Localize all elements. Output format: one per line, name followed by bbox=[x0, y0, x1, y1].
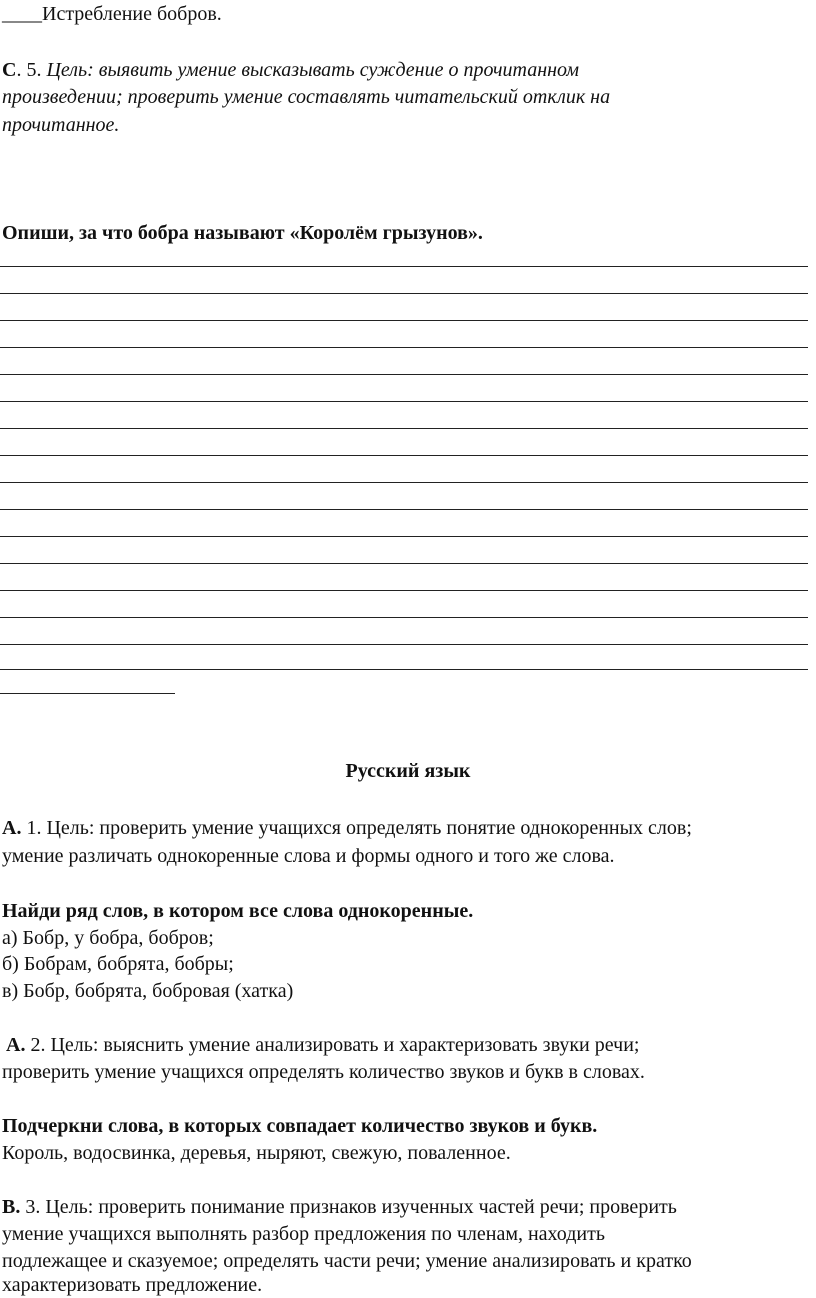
task-b3-goal-line-3: подлежащее и сказуемое; определять части речи; умение анализировать и кратко bbox=[2, 1250, 692, 1272]
task-a2-words: Король, водосвинка, деревья, ныряют, свежую, поваленное. bbox=[2, 1142, 511, 1164]
task-c5-goal-text-1: Цель: выявить умение высказывать суждение о прочитанном bbox=[46, 59, 580, 81]
answer-line-short bbox=[0, 693, 175, 694]
answer-line bbox=[0, 617, 808, 618]
answer-line bbox=[0, 536, 808, 537]
task-b3-goal-line-4: характеризовать предложение. bbox=[2, 1274, 263, 1296]
answer-line bbox=[0, 266, 808, 267]
task-c5-goal-line-1 bbox=[2, 57, 579, 83]
answer-line bbox=[0, 644, 808, 645]
task-a1-goal-line-1 bbox=[2, 815, 692, 841]
task-c5-label: С bbox=[2, 59, 17, 81]
section-title: Русский язык bbox=[345, 760, 471, 782]
task-b3-goal-line-2: умение учащихся выполнять разбор предложения по членам, находить bbox=[2, 1223, 605, 1245]
answer-line bbox=[0, 482, 808, 483]
answer-line bbox=[0, 347, 808, 348]
task-a1-goal-line-2: умение различать однокоренные слова и формы одного и того же слова. bbox=[2, 845, 615, 867]
task-a1-goal-text-1: 1. Цель: проверить умение учащихся определять понятие однокоренных слов; bbox=[21, 817, 692, 839]
answer-line bbox=[0, 455, 808, 456]
answer-line bbox=[0, 374, 808, 375]
task-a1-option-b: б) Бобрам, бобрята, бобры; bbox=[2, 953, 234, 975]
answer-line bbox=[0, 428, 808, 429]
task-b3-goal-text-1: 3. Цель: проверить понимание признаков изученных частей речи; проверить bbox=[20, 1196, 677, 1218]
task-a1-option-c: в) Бобр, бобрята, бобровая (хатка) bbox=[2, 980, 294, 1002]
task-b3-label: В. bbox=[2, 1196, 21, 1218]
task-b3-goal-line-1 bbox=[2, 1194, 677, 1220]
topic-line bbox=[2, 1, 222, 27]
task-c5-question: Опиши, за что бобра называют «Королём грызунов». bbox=[2, 222, 483, 244]
answer-line bbox=[0, 509, 808, 510]
task-a2-label: А. bbox=[6, 1034, 26, 1056]
task-a1-label: А. bbox=[2, 817, 22, 839]
task-c5-goal-line-3: прочитанное. bbox=[2, 114, 120, 136]
task-a1-option-a: а) Бобр, у бобра, бобров; bbox=[2, 927, 214, 949]
answer-line bbox=[0, 320, 808, 321]
task-a2-goal-line-1 bbox=[6, 1032, 639, 1058]
answer-line bbox=[0, 563, 808, 564]
task-a2-goal-line-2: проверить умение учащихся определять количество звуков и букв в словах. bbox=[2, 1061, 645, 1083]
answer-line bbox=[0, 590, 808, 591]
task-a2-prompt: Подчеркни слова, в которых совпадает количество звуков и букв. bbox=[2, 1115, 598, 1137]
answer-line bbox=[0, 669, 808, 670]
fill-blank: ____ bbox=[2, 3, 42, 25]
answer-line bbox=[0, 293, 808, 294]
task-a2-goal-text-1: 2. Цель: выяснить умение анализировать и характеризовать звуки речи; bbox=[25, 1034, 640, 1056]
task-a1-prompt: Найди ряд слов, в котором все слова однокоренные. bbox=[2, 900, 474, 922]
task-c5-number: . 5. bbox=[16, 59, 42, 81]
answer-line bbox=[0, 401, 808, 402]
task-c5-goal-line-2: произведении; проверить умение составлять читательский отклик на bbox=[2, 86, 611, 108]
topic-text: Истребление бобров. bbox=[42, 3, 222, 25]
